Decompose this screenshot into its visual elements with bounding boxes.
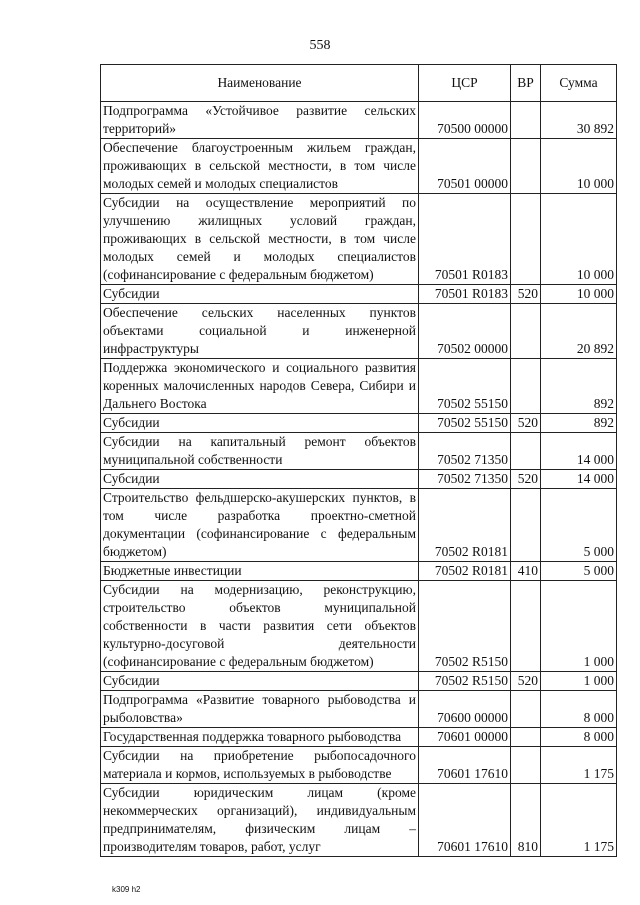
row-sum: 8 000	[541, 728, 617, 747]
row-vr	[511, 102, 541, 139]
row-csr: 70502 71350	[419, 470, 511, 489]
row-name: Поддержка экономического и социального развития коренных малочисленных народов Севера, Сибири и Дальнего Востока	[101, 359, 419, 414]
row-name: Обеспечение сельских населенных пунктов объектами социальной и инженерной инфраструктуры	[101, 304, 419, 359]
header-vr: ВР	[511, 65, 541, 102]
table-row	[101, 304, 617, 359]
row-sum: 20 892	[541, 304, 617, 359]
row-csr: 70502 00000	[419, 304, 511, 359]
row-name: Строительство фельдшерско-акушерских пунктов, в том числе разработка проектно-сметной документации (софинансирование с федеральным бюджетом)	[101, 489, 419, 562]
row-csr: 70501 00000	[419, 139, 511, 194]
row-sum: 892	[541, 414, 617, 433]
row-csr: 70502 R5150	[419, 672, 511, 691]
row-sum: 5 000	[541, 562, 617, 581]
row-sum: 8 000	[541, 691, 617, 728]
row-vr	[511, 691, 541, 728]
header-sum: Сумма	[541, 65, 617, 102]
row-name: Субсидии юридическим лицам (кроме некоммерческих организаций), индивидуальным предпринимателям, физическим лицам – производителям товаров, работ, услуг	[101, 784, 419, 857]
row-csr: 70601 00000	[419, 728, 511, 747]
row-sum: 30 892	[541, 102, 617, 139]
row-vr	[511, 747, 541, 784]
row-vr	[511, 728, 541, 747]
table-row	[101, 359, 617, 414]
row-vr: 520	[511, 414, 541, 433]
table-row	[101, 784, 617, 857]
row-vr	[511, 489, 541, 562]
row-sum: 14 000	[541, 470, 617, 489]
row-name: Государственная поддержка товарного рыбоводства	[101, 728, 419, 747]
row-vr	[511, 433, 541, 470]
row-vr	[511, 194, 541, 285]
table-row	[101, 581, 617, 672]
page-number: 558	[309, 38, 331, 53]
row-vr: 520	[511, 672, 541, 691]
table-row	[101, 747, 617, 784]
row-sum: 1 000	[541, 672, 617, 691]
row-name: Субсидии	[101, 414, 419, 433]
row-sum: 5 000	[541, 489, 617, 562]
row-csr: 70502 R0181	[419, 562, 511, 581]
row-vr: 410	[511, 562, 541, 581]
table-row	[101, 672, 617, 691]
row-csr: 70502 R5150	[419, 581, 511, 672]
row-csr: 70502 55150	[419, 414, 511, 433]
table-row	[101, 470, 617, 489]
table-header-row	[101, 65, 617, 102]
row-csr: 70600 00000	[419, 691, 511, 728]
table-row	[101, 562, 617, 581]
row-name: Подпрограмма «Развитие товарного рыбоводства и рыболовства»	[101, 691, 419, 728]
row-sum: 1 175	[541, 747, 617, 784]
table-row	[101, 285, 617, 304]
row-name: Субсидии	[101, 285, 419, 304]
row-name: Подпрограмма «Устойчивое развитие сельских территорий»	[101, 102, 419, 139]
table-row	[101, 414, 617, 433]
row-vr: 520	[511, 470, 541, 489]
row-vr	[511, 359, 541, 414]
table-row	[101, 691, 617, 728]
header-name: Наименование	[101, 65, 419, 102]
row-vr: 810	[511, 784, 541, 857]
table-row	[101, 433, 617, 470]
row-name: Субсидии на капитальный ремонт объектов муниципальной собственности	[101, 433, 419, 470]
table-row	[101, 139, 617, 194]
row-csr: 70502 R0181	[419, 489, 511, 562]
row-csr: 70501 R0183	[419, 194, 511, 285]
row-csr: 70502 55150	[419, 359, 511, 414]
row-csr: 70500 00000	[419, 102, 511, 139]
table-row	[101, 728, 617, 747]
row-csr: 70601 17610	[419, 784, 511, 857]
row-sum: 892	[541, 359, 617, 414]
row-sum: 10 000	[541, 285, 617, 304]
row-sum: 10 000	[541, 194, 617, 285]
row-name: Субсидии	[101, 672, 419, 691]
header-csr: ЦСР	[419, 65, 511, 102]
row-sum: 1 000	[541, 581, 617, 672]
budget-table	[100, 64, 617, 857]
table-row	[101, 102, 617, 139]
footer-code: k309 h2	[112, 885, 141, 894]
row-name: Субсидии на модернизацию, реконструкцию, строительство объектов муниципальной собственности в части развития сети объектов культурно-досуговой деятельности (софинансирование с федеральным бюджетом)	[101, 581, 419, 672]
row-csr: 70501 R0183	[419, 285, 511, 304]
row-vr: 520	[511, 285, 541, 304]
table-row	[101, 194, 617, 285]
row-vr	[511, 304, 541, 359]
row-vr	[511, 581, 541, 672]
row-vr	[511, 139, 541, 194]
row-name: Субсидии на приобретение рыбопосадочного материала и кормов, используемых в рыбоводстве	[101, 747, 419, 784]
row-name: Обеспечение благоустроенным жильем граждан, проживающих в сельской местности, в том числе молодых семей и молодых специалистов	[101, 139, 419, 194]
table-row	[101, 489, 617, 562]
row-name: Субсидии на осуществление мероприятий по улучшению жилищных условий граждан, проживающих в сельской местности, в том числе молодых семей и молодых специалистов (софинансирование с федеральным бюджетом)	[101, 194, 419, 285]
row-sum: 1 175	[541, 784, 617, 857]
row-sum: 10 000	[541, 139, 617, 194]
row-csr: 70502 71350	[419, 433, 511, 470]
row-name: Бюджетные инвестиции	[101, 562, 419, 581]
row-name: Субсидии	[101, 470, 419, 489]
row-csr: 70601 17610	[419, 747, 511, 784]
row-sum: 14 000	[541, 433, 617, 470]
